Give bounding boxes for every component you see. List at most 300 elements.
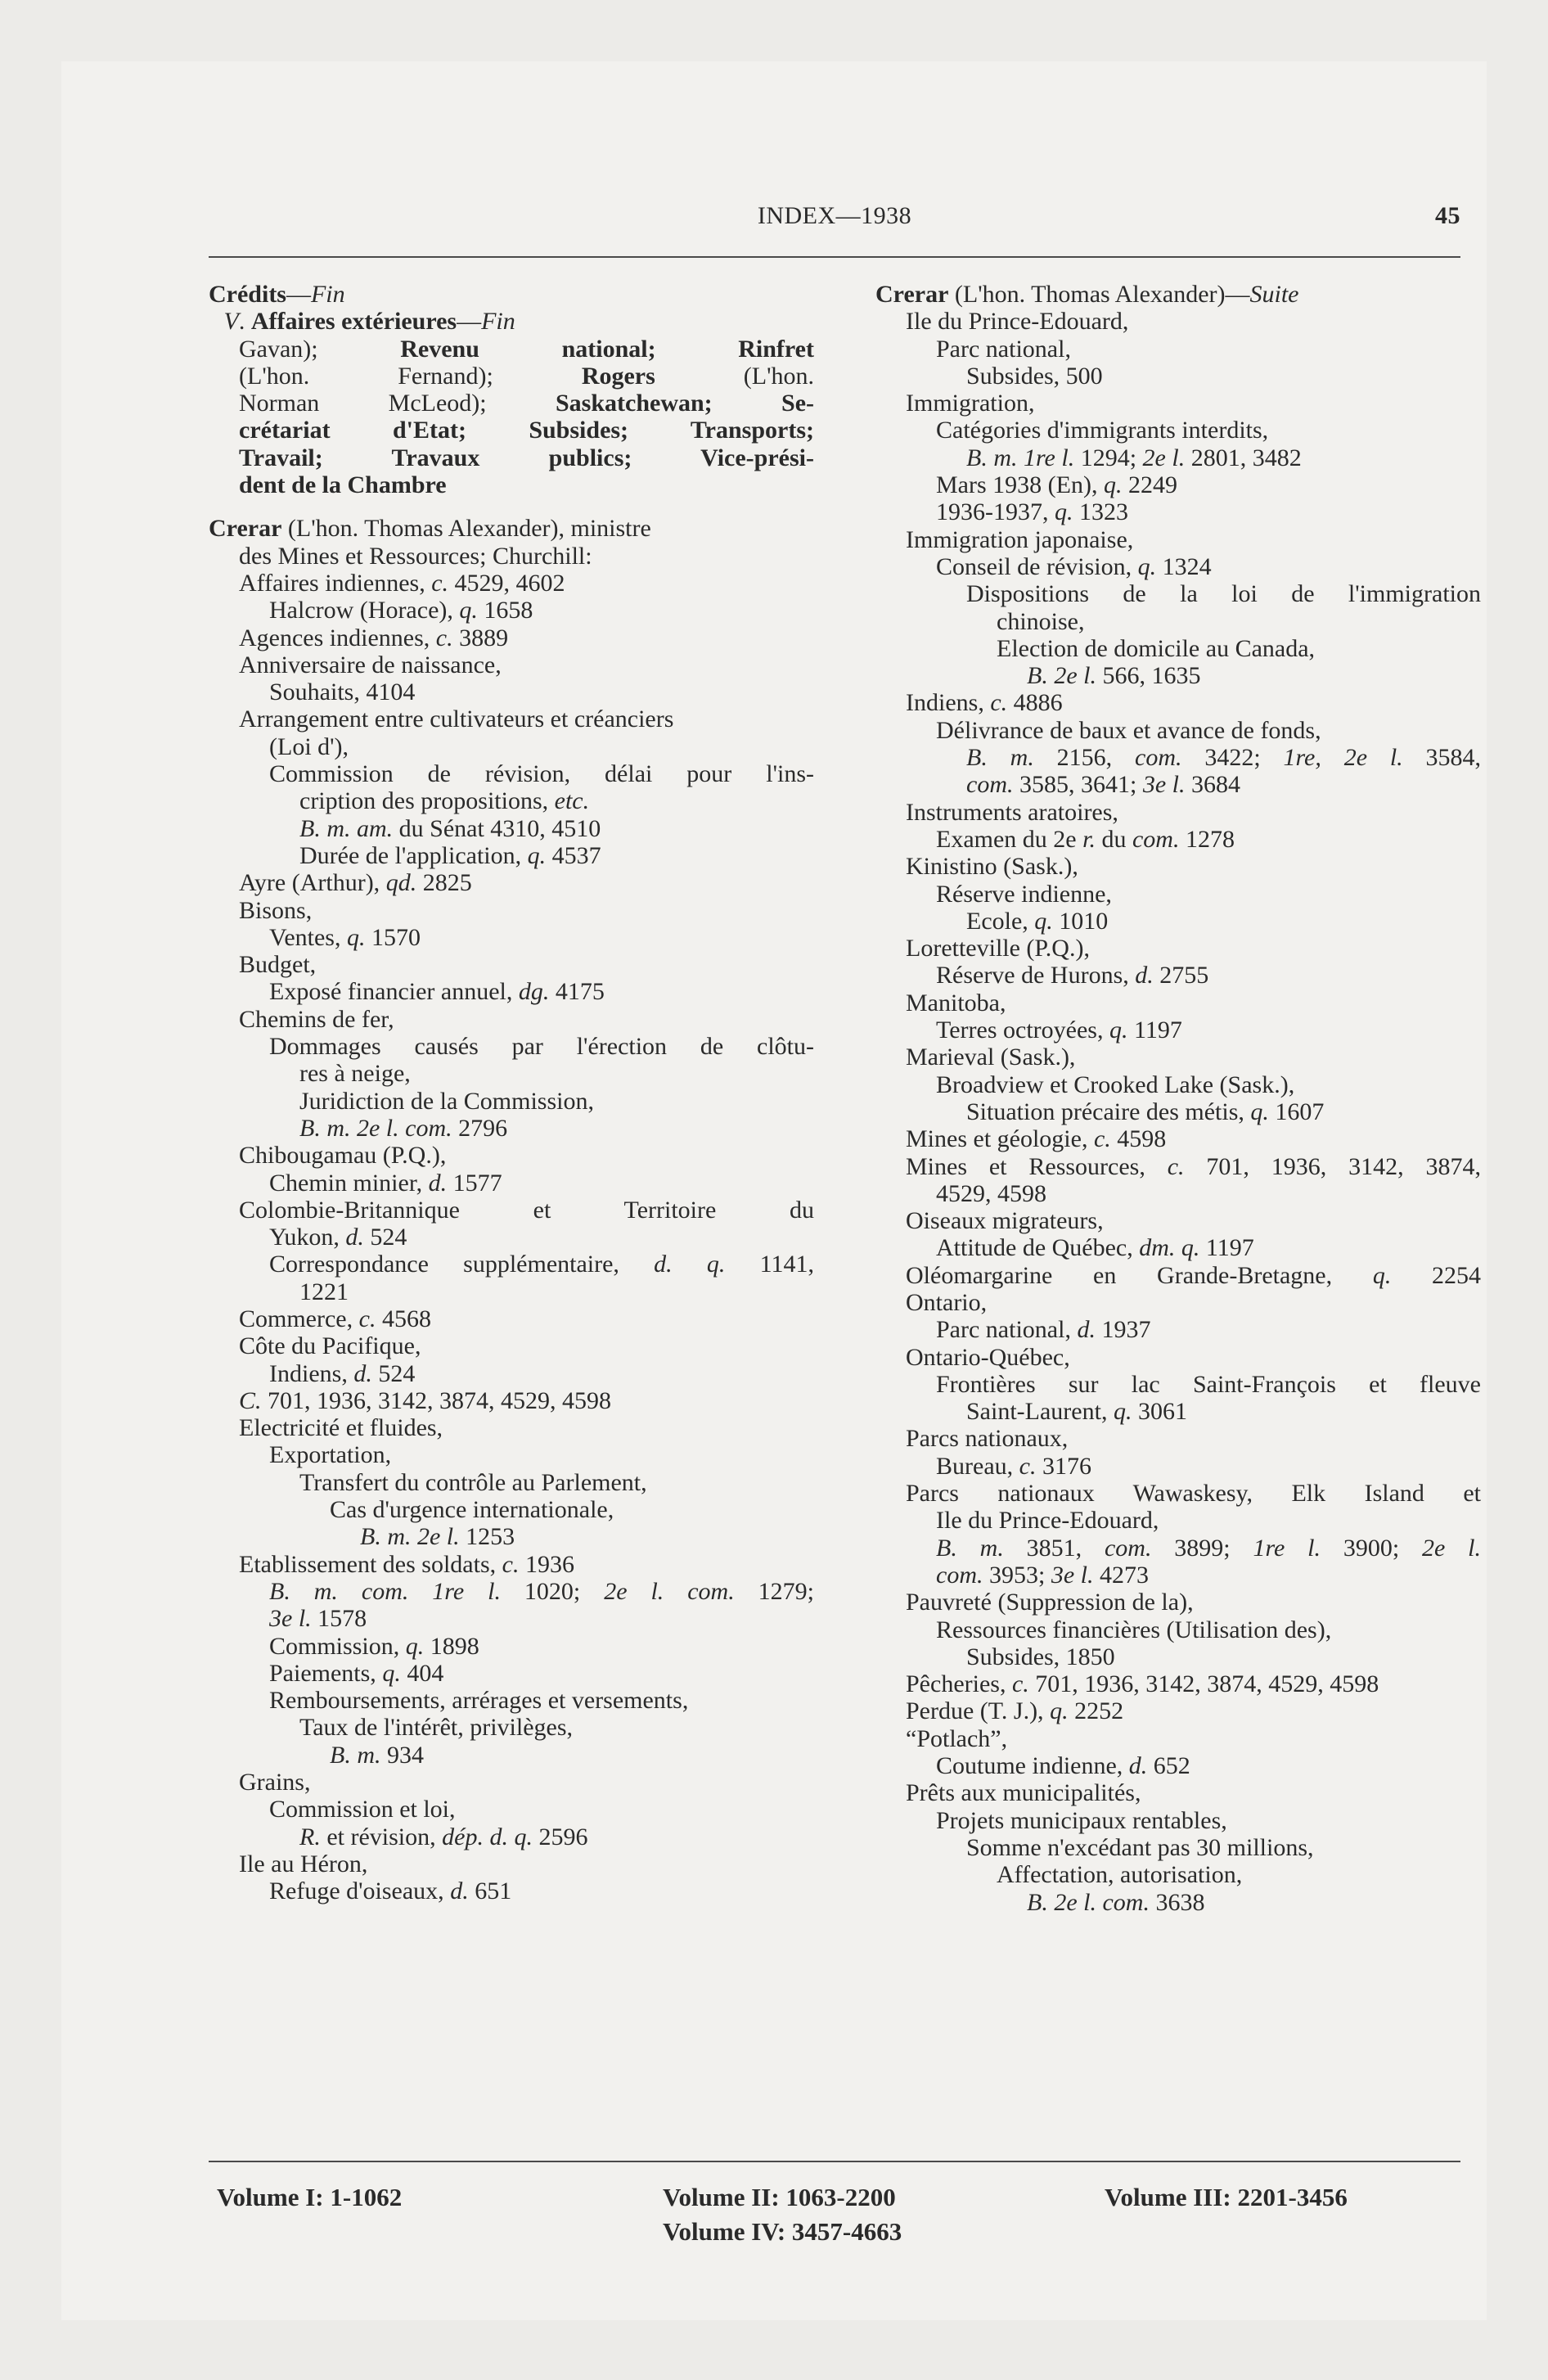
index-text: 651: [468, 1877, 512, 1905]
volume-range-1: Volume I: 1-1062: [217, 2183, 403, 2211]
index-abbrev-text: q.: [1137, 552, 1157, 580]
index-text: (L'hon.: [655, 362, 814, 390]
index-line: [875, 881, 1481, 908]
index-line: [875, 1480, 1481, 1507]
index-text: Ile du Prince-Edouard,: [936, 1507, 1159, 1535]
index-line: [875, 1125, 1481, 1152]
index-line: [209, 417, 814, 444]
index-text: 1324: [1156, 552, 1212, 580]
index-line: [875, 281, 1481, 308]
index-line: [875, 799, 1481, 826]
index-text: 2801, 3482: [1185, 444, 1302, 471]
index-text: 2156,: [1033, 744, 1135, 772]
index-line: [209, 1769, 814, 1796]
index-line: [875, 826, 1481, 853]
index-abbrev-text: c.: [502, 1550, 520, 1578]
index-text: Gavan);: [239, 335, 401, 363]
index-text: Marieval (Sask.),: [906, 1044, 1076, 1071]
index-text: Broadview et Crooked Lake (Sask.),: [936, 1071, 1295, 1098]
index-line: [209, 444, 814, 471]
index-text: Parc national,: [936, 335, 1071, 363]
index-text: .: [238, 308, 251, 336]
index-line: [875, 1535, 1481, 1562]
index-abbrev-text: q.: [1250, 1098, 1269, 1125]
index-abbrev-text: 3e l.: [269, 1605, 312, 1633]
index-abbrev-text: q.: [1109, 1016, 1128, 1044]
index-abbrev-text: 2e l. com.: [604, 1577, 735, 1605]
index-line: [209, 390, 814, 417]
index-abbrev-text: Fin: [481, 308, 515, 336]
index-text: des Mines et Ressources; Churchill:: [239, 542, 592, 570]
index-text: chinoise,: [997, 607, 1085, 635]
index-abbrev-text: c.: [358, 1305, 376, 1332]
index-text: 3422;: [1181, 744, 1284, 772]
index-text: Ontario-Québec,: [906, 1343, 1070, 1371]
index-text: Saint-Laurent,: [966, 1398, 1114, 1426]
index-text: 701, 1936, 3142, 3874,: [1184, 1152, 1482, 1180]
index-line: [209, 363, 814, 390]
index-text: 1279;: [734, 1577, 815, 1605]
volume-range-3: Volume III: 2201-3456: [1105, 2183, 1348, 2211]
index-line: [209, 1115, 814, 1142]
index-abbrev-text: dm. q.: [1139, 1234, 1200, 1262]
index-text: Mines et géologie,: [906, 1125, 1094, 1153]
index-text: Chibougamau (P.Q.),: [239, 1142, 447, 1170]
index-line: [875, 1861, 1481, 1888]
index-text: 1658: [477, 597, 533, 624]
index-abbrev-text: B. 2e l. com.: [1027, 1888, 1150, 1916]
index-text: 2252: [1068, 1697, 1124, 1725]
index-line: [875, 471, 1481, 498]
index-text: 1141,: [725, 1251, 815, 1278]
index-text: Ecole,: [966, 907, 1035, 935]
index-abbrev-text: d.: [353, 1359, 372, 1387]
index-line: [875, 1834, 1481, 1861]
index-text: Terres octroyées,: [936, 1016, 1109, 1044]
index-line: [209, 1170, 814, 1197]
index-line: [875, 1016, 1481, 1044]
index-abbrev-text: d.: [1135, 962, 1154, 989]
index-text: cription des propositions,: [299, 787, 555, 815]
index-text: du: [1095, 825, 1132, 853]
index-text: 2249: [1122, 471, 1177, 499]
index-abbrev-text: q.: [1055, 498, 1073, 526]
index-line: [209, 1687, 814, 1714]
index-line: [209, 1823, 814, 1850]
index-text: 1577: [447, 1169, 502, 1197]
index-line: [209, 1633, 814, 1660]
index-text: 2596: [532, 1823, 588, 1850]
index-abbrev-text: V: [223, 308, 239, 336]
index-line: [875, 1234, 1481, 1261]
index-abbrev-text: B. m. 1re l.: [966, 444, 1075, 471]
index-text: —: [286, 281, 311, 308]
index-text: 1936: [519, 1550, 574, 1578]
index-line: [209, 1251, 814, 1278]
index-abbrev-text: d.: [428, 1169, 448, 1197]
index-text: Parcs nationaux Wawaskesy, Elk Island et: [906, 1480, 1481, 1508]
index-line: [209, 1469, 814, 1496]
index-text: Bureau,: [936, 1452, 1019, 1480]
index-abbrev-text: c.: [1011, 1670, 1029, 1698]
index-text: Instruments aratoires,: [906, 798, 1118, 826]
index-line: [209, 787, 814, 814]
index-abbrev-text: 2e l.: [1422, 1534, 1481, 1562]
index-text: 3684: [1185, 771, 1240, 799]
index-text: Ile du Prince-Edouard,: [906, 308, 1129, 336]
index-abbrev-text: d.: [1128, 1752, 1148, 1780]
index-abbrev-text: c.: [1019, 1452, 1037, 1480]
index-abbrev-text: c.: [1167, 1152, 1185, 1180]
index-text: 3851,: [1003, 1534, 1105, 1562]
index-line: [875, 553, 1481, 580]
index-text: Agences indiennes,: [239, 624, 436, 651]
index-line: [875, 771, 1481, 798]
index-text: 1607: [1268, 1098, 1325, 1125]
index-abbrev-text: q.: [1034, 907, 1053, 935]
index-line: [209, 678, 814, 705]
index-line: [209, 1578, 814, 1605]
index-abbrev-text: B. m. 2e l. com.: [299, 1114, 452, 1142]
index-abbrev-text: q.: [405, 1632, 425, 1660]
index-text: Pêcheries,: [906, 1670, 1012, 1698]
index-line: [209, 1360, 814, 1387]
index-abbrev-text: B. m.: [330, 1741, 381, 1769]
page-header: [209, 202, 1460, 235]
index-line: [209, 651, 814, 678]
entry-spacer: [209, 498, 814, 515]
index-line: [875, 662, 1481, 689]
index-abbrev-text: dg.: [518, 978, 550, 1006]
index-line: [209, 869, 814, 896]
index-text: Attitude de Québec,: [936, 1234, 1140, 1262]
index-text: Electricité et fluides,: [239, 1414, 443, 1442]
index-text: 1020;: [500, 1577, 605, 1605]
index-text: Mars 1938 (En),: [936, 471, 1104, 499]
index-text: 1294;: [1074, 444, 1143, 471]
page-number: 45: [1435, 202, 1460, 229]
index-line: [209, 471, 814, 498]
index-column-left: [209, 281, 814, 1905]
index-text: 524: [363, 1224, 407, 1251]
index-text: 1937: [1095, 1316, 1151, 1344]
index-abbrev-text: etc.: [554, 787, 590, 815]
index-abbrev-text: B. m. am.: [299, 814, 394, 842]
index-line: [875, 1344, 1481, 1371]
index-text: 4568: [376, 1305, 431, 1332]
index-abbrev-text: c.: [1093, 1125, 1111, 1153]
index-line: [875, 336, 1481, 363]
index-text: Perdue (T. J.),: [906, 1697, 1051, 1725]
index-line: [875, 1425, 1481, 1452]
index-text: Réserve de Hurons,: [936, 962, 1136, 989]
index-text: Coutume indienne,: [936, 1752, 1129, 1780]
index-text: Etablissement des soldats,: [239, 1550, 502, 1578]
index-heading-text: Crerar: [875, 281, 949, 308]
index-abbrev-text: 1re l.: [1253, 1534, 1321, 1562]
index-text: 1578: [311, 1605, 367, 1633]
index-abbrev-text: c.: [431, 569, 449, 597]
index-text: (L'hon. Fernand);: [239, 362, 582, 390]
index-text: 934: [380, 1741, 424, 1769]
index-text: Exposé financier annuel,: [269, 978, 519, 1006]
index-text: 4598: [1110, 1125, 1167, 1153]
index-abbrev-text: B. 2e l.: [1027, 662, 1096, 690]
index-line: [209, 733, 814, 760]
index-line: [209, 1414, 814, 1441]
index-text: Kinistino (Sask.),: [906, 853, 1078, 881]
index-line: [209, 624, 814, 651]
index-heading-text: Crédits: [209, 281, 286, 308]
index-line: [209, 1877, 814, 1904]
index-text: Examen du 2e: [936, 825, 1083, 853]
index-text: 1898: [424, 1632, 479, 1660]
index-text: 1010: [1052, 907, 1109, 935]
index-heading-text: Saskatchewan; Se-: [555, 390, 814, 417]
index-abbrev-text: B. m. com. 1re l.: [269, 1577, 501, 1605]
index-abbrev-text: C.: [239, 1386, 262, 1414]
index-abbrev-text: com.: [966, 771, 1014, 799]
index-text: Immigration,: [906, 390, 1035, 417]
index-text: (L'hon. Thomas Alexander), ministre: [281, 515, 651, 543]
index-line: [209, 1796, 814, 1823]
index-text: Commission,: [269, 1632, 406, 1660]
index-line: [209, 308, 814, 335]
index-abbrev-text: com.: [1132, 825, 1180, 853]
index-line: [209, 1224, 814, 1251]
index-line: [875, 635, 1481, 662]
index-text: Bisons,: [239, 896, 313, 924]
index-line: [209, 1278, 814, 1305]
index-abbrev-text: qd.: [385, 869, 417, 897]
index-text: Taux de l'intérêt, privilèges,: [299, 1714, 574, 1742]
index-line: [875, 1616, 1481, 1643]
index-text: Immigration japonaise,: [906, 525, 1134, 553]
index-text: 2825: [416, 869, 472, 897]
index-line: [875, 1071, 1481, 1098]
index-text: Yukon,: [269, 1224, 346, 1251]
index-text: et révision,: [320, 1823, 443, 1850]
index-abbrev-text: c.: [990, 689, 1008, 717]
index-line: [875, 1697, 1481, 1724]
index-line: [875, 390, 1481, 417]
index-text: 1323: [1073, 498, 1128, 526]
index-text: 4529, 4598: [936, 1179, 1046, 1207]
index-text: Oiseaux migrateurs,: [906, 1207, 1104, 1235]
index-text: (Loi d'),: [269, 732, 349, 760]
index-text: Exportation,: [269, 1441, 392, 1469]
index-abbrev-text: c.: [435, 624, 453, 651]
index-text: Oléomargarine en Grande-Bretagne,: [906, 1261, 1373, 1289]
index-abbrev-text: B. m. 2e l.: [360, 1523, 460, 1551]
index-line: [209, 978, 814, 1005]
index-line: [209, 1551, 814, 1578]
index-abbrev-text: q.: [346, 923, 366, 951]
index-text: 4175: [549, 978, 605, 1006]
index-line: [209, 1060, 814, 1087]
index-text: Loretteville (P.Q.),: [906, 935, 1090, 962]
index-text: Paiements,: [269, 1659, 383, 1687]
index-text: 1197: [1199, 1234, 1254, 1262]
index-line: [875, 1371, 1481, 1398]
index-text: 4886: [1007, 689, 1063, 717]
index-text: Election de domicile au Canada,: [997, 634, 1316, 662]
index-text: Affaires indiennes,: [239, 569, 432, 597]
index-text: 3900;: [1321, 1534, 1423, 1562]
index-abbrev-text: d. q.: [654, 1251, 726, 1278]
index-text: 1221: [299, 1278, 349, 1305]
index-text: 1936-1937,: [936, 498, 1055, 526]
index-text: Manitoba,: [906, 989, 1006, 1016]
index-abbrev-text: q.: [459, 597, 478, 624]
index-line: [209, 897, 814, 924]
index-abbrev-text: q.: [1103, 471, 1123, 499]
index-line: [209, 815, 814, 842]
index-line: [209, 924, 814, 951]
index-line: [209, 281, 814, 308]
index-line: [209, 760, 814, 787]
index-line: [875, 417, 1481, 444]
index-abbrev-text: q.: [1372, 1261, 1392, 1289]
index-abbrev-text: q.: [527, 841, 547, 869]
index-line: [209, 1742, 814, 1769]
index-text: 404: [400, 1659, 444, 1687]
index-heading-text: Crerar: [209, 515, 282, 543]
index-text: Pauvreté (Suppression de la),: [906, 1589, 1194, 1616]
index-text: Réserve indienne,: [936, 880, 1112, 908]
index-line: [875, 1889, 1481, 1916]
index-line: [209, 1523, 814, 1550]
index-text: 3899;: [1151, 1534, 1253, 1562]
index-abbrev-text: B. m.: [966, 744, 1034, 772]
index-text: Grains,: [239, 1769, 311, 1796]
index-text: Situation précaire des métis,: [966, 1098, 1251, 1125]
index-text: 2254: [1391, 1261, 1481, 1289]
index-text: Colombie-Britannique et Territoire du: [239, 1196, 814, 1224]
index-line: [875, 962, 1481, 989]
index-line: [875, 526, 1481, 553]
index-abbrev-text: com.: [936, 1561, 983, 1589]
index-text: Parcs nationaux,: [906, 1425, 1069, 1453]
index-line: [875, 1562, 1481, 1589]
index-text: Halcrow (Horace),: [269, 597, 460, 624]
index-text: Parc national,: [936, 1316, 1078, 1344]
index-abbrev-text: dép. d. q.: [442, 1823, 533, 1850]
index-text: “Potlach”,: [906, 1724, 1008, 1752]
index-line: [875, 1670, 1481, 1697]
index-text: Conseil de révision,: [936, 552, 1138, 580]
index-heading-text: dent de la Chambre: [239, 471, 447, 499]
index-text: 3638: [1149, 1888, 1205, 1916]
index-text: Dispositions de la loi de l'immigration: [966, 580, 1481, 608]
index-line: [875, 444, 1481, 471]
index-line: [209, 1006, 814, 1033]
index-text: Refuge d'oiseaux,: [269, 1877, 451, 1905]
index-line: [875, 935, 1481, 962]
index-abbrev-text: 1re, 2e l.: [1283, 744, 1403, 772]
index-text: Subsides, 1850: [966, 1643, 1115, 1670]
index-text: Juridiction de la Commission,: [299, 1087, 594, 1115]
index-line: [209, 842, 814, 869]
index-text: Mines et Ressources,: [906, 1152, 1168, 1180]
index-line: [209, 1142, 814, 1169]
index-text: 3889: [452, 624, 509, 651]
volume-range-2: Volume II: 1063-2200: [663, 2183, 896, 2211]
index-text: Prêts aux municipalités,: [906, 1779, 1141, 1807]
index-line: [875, 1807, 1481, 1834]
index-text: Souhaits, 4104: [269, 678, 416, 706]
index-text: 1253: [459, 1523, 515, 1551]
index-line: [209, 1850, 814, 1877]
index-text: Correspondance supplémentaire,: [269, 1251, 655, 1278]
index-text: 524: [371, 1359, 416, 1387]
index-text: Affectation, autorisation,: [997, 1861, 1243, 1889]
index-line: [875, 363, 1481, 390]
index-text: Durée de l'application,: [299, 841, 528, 869]
index-line: [875, 1507, 1481, 1534]
index-line: [209, 1605, 814, 1632]
index-line: [875, 1207, 1481, 1234]
index-text: Subsides, 500: [966, 362, 1103, 390]
index-line: [875, 1262, 1481, 1289]
index-text: du Sénat 4310, 4510: [393, 814, 601, 842]
index-text: Transfert du contrôle au Parlement,: [299, 1468, 647, 1496]
index-text: 4273: [1093, 1561, 1149, 1589]
index-line: [209, 1441, 814, 1468]
index-text: 3061: [1132, 1398, 1187, 1426]
index-line: [209, 1496, 814, 1523]
index-abbrev-text: r.: [1082, 825, 1096, 853]
footer-rule: [209, 2161, 1460, 2162]
index-text: Commission de révision, délai pour l'ins-: [269, 760, 814, 788]
index-line: [209, 543, 814, 570]
index-abbrev-text: Fin: [310, 281, 345, 308]
index-text: 4537: [546, 841, 601, 869]
index-line: [875, 1044, 1481, 1071]
index-abbrev-text: Suite: [1249, 281, 1299, 308]
index-abbrev-text: q.: [382, 1659, 401, 1687]
index-text: Frontières sur lac Saint-François et fleuve: [936, 1370, 1481, 1398]
index-text: Indiens,: [269, 1359, 354, 1387]
index-text: Chemins de fer,: [239, 1005, 394, 1033]
index-abbrev-text: d.: [345, 1224, 364, 1251]
index-line: [875, 744, 1481, 771]
index-text: Commerce,: [239, 1305, 359, 1332]
index-text: Budget,: [239, 951, 317, 979]
index-text: Ayre (Arthur),: [239, 869, 386, 897]
index-text: Arrangement entre cultivateurs et créanciers: [239, 705, 674, 733]
index-text: Ventes,: [269, 923, 347, 951]
index-line: [875, 689, 1481, 716]
index-abbrev-text: q.: [1113, 1398, 1132, 1426]
index-text: (L'hon. Thomas Alexander)—: [948, 281, 1250, 308]
index-text: Ressources financières (Utilisation des),: [936, 1616, 1332, 1643]
index-line: [209, 705, 814, 732]
index-line: [209, 951, 814, 978]
index-line: [209, 597, 814, 624]
page-title: INDEX—1938: [757, 202, 912, 229]
index-heading-text: Rogers: [581, 362, 655, 390]
index-text: —: [457, 308, 482, 336]
header-rule: [209, 256, 1460, 258]
index-line: [209, 515, 814, 542]
volume-range-4: Volume IV: 3457-4663: [663, 2217, 902, 2246]
index-heading-text: Revenu national; Rinfret: [400, 335, 814, 363]
index-text: 2755: [1153, 962, 1209, 989]
index-abbrev-text: d.: [450, 1877, 469, 1905]
index-line: [875, 717, 1481, 744]
index-line: [209, 1387, 814, 1414]
